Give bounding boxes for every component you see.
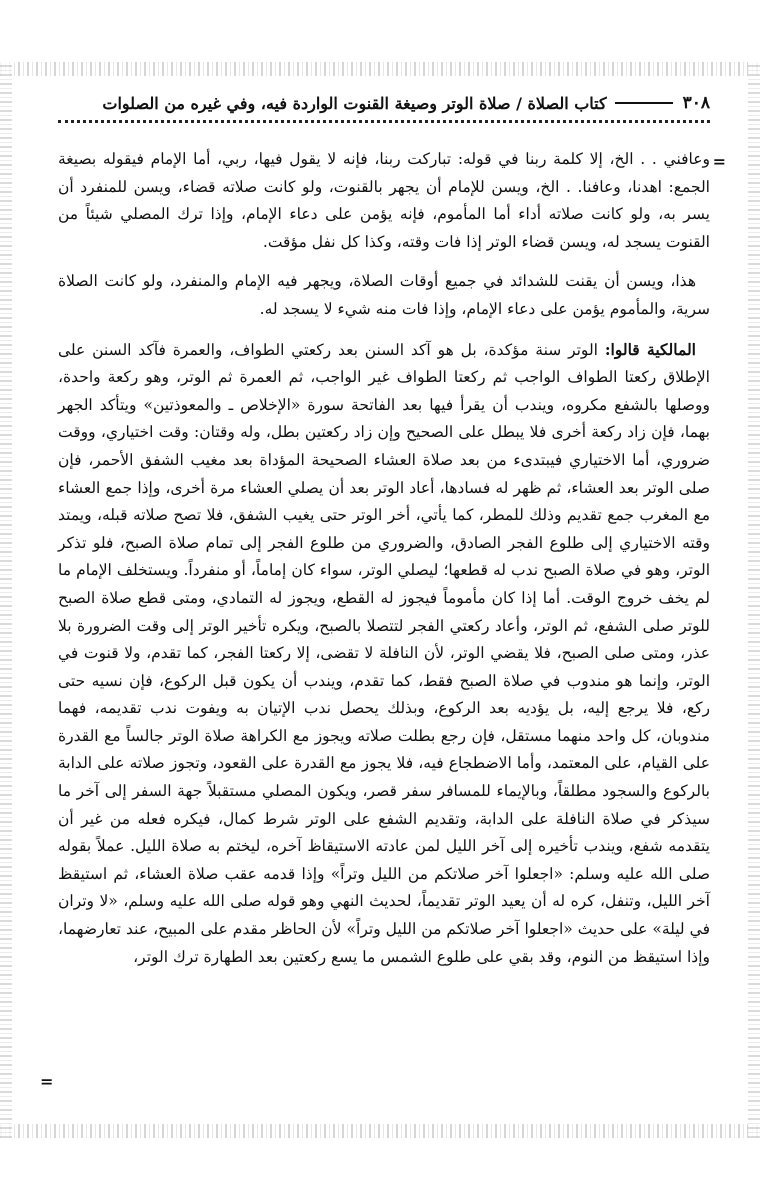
header-dash <box>615 102 673 104</box>
paragraph-3-body: الوتر سنة مؤكدة، بل هو آكد السنن بعد ركعتي الطواف، والعمرة فآكد السنن على الإطلاق ركعتا الطواف الواجب ثم ركعتا الطواف غير الواجب، ثم العمرة ثم الوتر، وهو ركعة واحدة، ووصلها بالشفع مكروه، ويندب أن يقرأ فيها بعد الفاتحة سورة «الإخلاص ـ والمعوذتين» ويتأكد الجهر بهما، فإن زاد ركعة أخرى فلا يبطل على الصحيح وإن زاد ركعتين بطل، وله وقتان: وقت اختياري، ووقت ضروري، أما الاختياري فيبتدىء من بعد صلاة العشاء الصحيحة المؤداة بعد مغيب الشفق الأحمر، فإن صلى الوتر بعد العشاء، ثم ظهر له فسادها، أعاد الوتر بعد أن يصلي العشاء مرة أخرى، وإذا جمع العشاء مع المغرب جمع تقديم وذلك للمطر، كما يأتي، أخر الوتر حتى يغيب الشفق، فلا تصح صلاته قبله، ويمتد وقته الاختياري إلى طلوع الفجر الصادق، والضروري من طلوع الفجر إلى تمام صلاة الصبح، فلو تذكر الوتر، وهو في صلاة الصبح ندب له قطعها؛ ليصلي الوتر، سواء كان إماماً، أو منفرداً. ويستخلف الإمام ما لم يخف خروج الوقت. أما إذا كان مأموماً فيجوز له القطع، ويجوز له التمادي، ومتى قطع صلاة الصبح للوتر صلى الشفع، ثم الوتر، وأعاد ركعتي الفجر لتتصلا بالصبح، ويكره تأخير الوتر إلى وقت الضرورة بلا عذر، ومتى صلى الصبح، فلا يقضي الوتر، لأن النافلة لا تقضى، إلا ركعتا الفجر، كما تقدم، ولا قنوت في الوتر، وإنما هو مندوب في صلاة الصبح فقط، كما تقدم، ويندب أن يكون قبل الركوع، فإن نسيه حتى ركع، فلا يرجع إليه، بل يؤديه بعد الركوع، وبذلك يحصل ندب الإتيان به ويفوت ندب تقديمه، فهما مندوبان، كل واحد منهما مستقل، فإن رجع بطلت صلاته ويجوز مع الكراهة صلاة الوتر جالساً مع القدرة على القيام، على المعتمد، وأما الاضطجاع فيه، فلا يجوز مع القدرة على القعود، وتجوز صلاته على الدابة بالركوع والسجود مطلقاً، وبالإيماء للمسافر سفر قصر، ويكون المصلي مستقبلاً جهة السفر إلى آخر ما سيذكر في صلاة النافلة على الدابة، وتقديم الشفع على الوتر شرط كمال، فيكره فعله من غير أن يتقدمه شفع، ويندب تأخيره إلى آخر الليل لمن عادته الاستيقاظ آخره، ليختم به صلاة الليل. عملاً بقوله صلى الله عليه وسلم: «اجعلوا آخر صلاتكم من الليل وتراً» وإذا قدمه عقب صلاة العشاء، ثم استيقظ آخر الليل، وتنفل، كره له أن يعيد الوتر تقديماً، لحديث النهي وهو قوله صلى الله عليه وسلم، «لا وتران في ليلة» على حديث «اجعلوا آخر صلاتكم من الليل وتراً» لأن الحاظر مقدم على المبيح، عند تعارضهما، وإذا استيقظ من النوم، وقد بقي على طلوع الشمس ما يسع ركعتين بعد الطهارة ترك الوتر، <box>58 340 711 966</box>
school-name-malikiyya: المالكية قالوا: <box>604 339 696 359</box>
decorative-border-bottom <box>0 1124 760 1138</box>
paragraph-2: هذا، ويسن أن يقنت للشدائد في جميع أوقات الصلاة، ويجهر فيه الإمام والمنفرد، ولو كانت الصلاة سرية، والمأموم يؤمن على دعاء الإمام، وإذا فات منه شيء لا يسجد له. <box>58 272 710 318</box>
header-title: كتاب الصلاة / صلاة الوتر وصيغة القنوت الواردة فيه، وفي غيره من الصلوات <box>102 93 607 113</box>
paragraph-3 <box>58 336 710 972</box>
header-dotted-rule <box>58 120 710 133</box>
page-number: ٣٠٨ <box>682 93 710 113</box>
decorative-border-left <box>0 62 12 1138</box>
continuation-mark-start: = <box>712 152 726 171</box>
paragraph-1: وعافني . . الخ، إلا كلمة ربنا في قوله: تباركت ربنا، فإنه لا يقول فيها، ربي، أما الإمام فيقوله بصيغة الجمع: اهدنا، وعافنا. . الخ، ويسن للإمام أن يجهر بالقنوت، ولو كانت صلاته قضاء، ويسن للمنفرد أن يسر به، ولو كانت صلاته أداء أما المأموم، فإنه يؤمن على دعاء الإمام، وإذا ترك المصلي شيئاً من القنوت يسجد له، ويسن قضاء الوتر إذا فات وقته، وكذا كل نفل مؤقت. <box>58 150 710 251</box>
page-body <box>58 146 710 971</box>
running-header <box>58 88 710 118</box>
continuation-mark-end: = <box>40 1072 54 1091</box>
decorative-border-top <box>0 62 760 76</box>
decorative-border-right <box>748 62 760 1138</box>
